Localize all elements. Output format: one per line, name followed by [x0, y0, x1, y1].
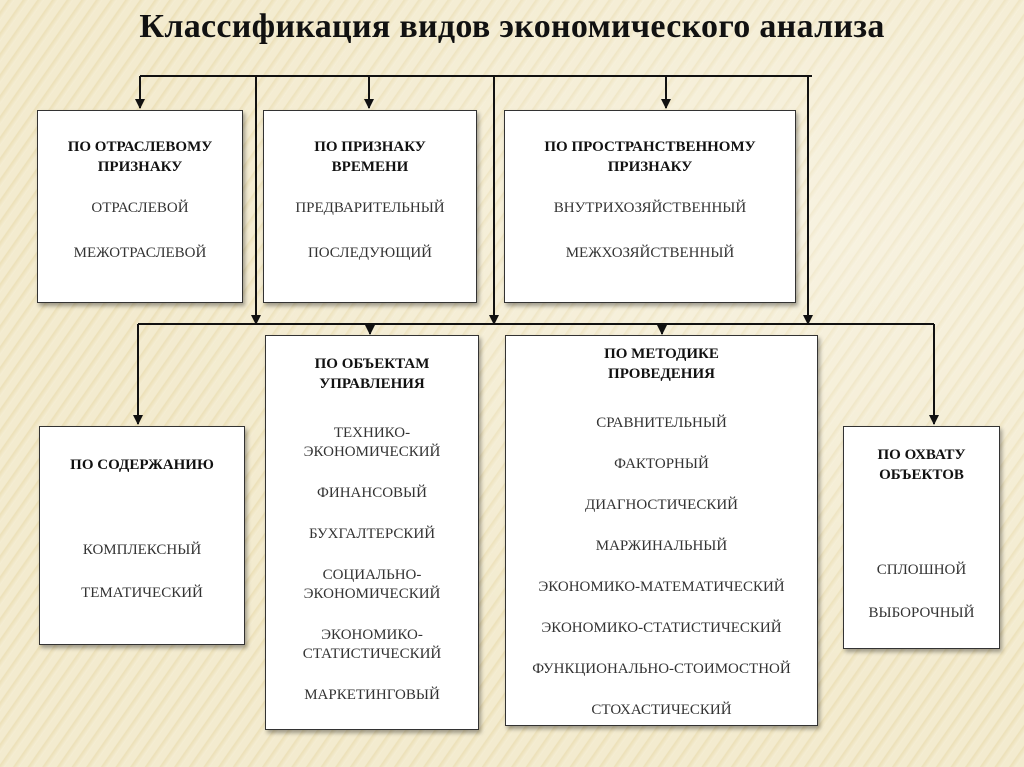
- box-time-item: ПРЕДВАРИТЕЛЬНЫЙ: [295, 200, 445, 216]
- box-time: [263, 110, 477, 303]
- diagram-title: Классификация видов экономического анализа: [139, 8, 885, 45]
- box-coverage-item: ВЫБОРОЧНЫЙ: [868, 605, 975, 621]
- box-industry-heading: ПО ОТРАСЛЕВОМУ ПРИЗНАКУ: [67, 139, 213, 175]
- box-spatial: [504, 110, 796, 303]
- box-method-item: ЭКОНОМИКО-СТАТИСТИЧЕСКИЙ: [541, 620, 782, 636]
- box-method-item: МАРЖИНАЛЬНЫЙ: [595, 538, 728, 554]
- box-content-item: ТЕМАТИЧЕСКИЙ: [81, 585, 203, 601]
- box-time-item: ПОСЛЕДУЮЩИЙ: [307, 245, 433, 261]
- box-content: [39, 426, 245, 645]
- box-method: [505, 335, 818, 726]
- box-objects-item: ЭКОНОМИКО-СТАТИСТИЧЕСКИЙ: [302, 627, 442, 662]
- box-coverage-heading: ПО ОХВАТУ ОБЪЕКТОВ: [877, 447, 966, 483]
- box-coverage-item: СПЛОШНОЙ: [876, 562, 967, 578]
- box-industry-item: МЕЖОТРАСЛЕВОЙ: [73, 245, 207, 261]
- box-method-item: ФУНКЦИОНАЛЬНО-СТОИМОСТНОЙ: [532, 661, 791, 677]
- box-method-item: СТОХАСТИЧЕСКИЙ: [591, 702, 732, 718]
- box-method-item: ДИАГНОСТИЧЕСКИЙ: [584, 497, 738, 513]
- box-time-heading: ПО ПРИЗНАКУ ВРЕМЕНИ: [314, 139, 426, 175]
- box-method-item: СРАВНИТЕЛЬНЫЙ: [596, 415, 727, 431]
- box-content-item: КОМПЛЕКСНЫЙ: [82, 542, 202, 558]
- box-method-item: ФАКТОРНЫЙ: [614, 456, 709, 472]
- box-industry: [37, 110, 243, 303]
- box-coverage: [843, 426, 1000, 649]
- box-objects-item: СОЦИАЛЬНО-ЭКОНОМИЧЕСКИЙ: [303, 567, 441, 602]
- box-objects: [265, 335, 479, 730]
- box-objects-item: БУХГАЛТЕРСКИЙ: [308, 526, 436, 542]
- box-spatial-item: ВНУТРИХОЗЯЙСТВЕННЫЙ: [553, 200, 747, 216]
- box-spatial-heading: ПО ПРОСТРАНСТВЕННОМУ ПРИЗНАКУ: [544, 139, 756, 175]
- box-content-heading: ПО СОДЕРЖАНИЮ: [70, 457, 214, 473]
- box-objects-item: ТЕХНИКО-ЭКОНОМИЧЕСКИЙ: [303, 425, 441, 460]
- box-method-item: ЭКОНОМИКО-МАТЕМАТИЧЕСКИЙ: [538, 579, 785, 595]
- box-objects-item: МАРКЕТИНГОВЫЙ: [304, 687, 440, 703]
- box-industry-item: ОТРАСЛЕВОЙ: [91, 200, 189, 216]
- box-spatial-item: МЕЖХОЗЯЙСТВЕННЫЙ: [565, 245, 735, 261]
- box-objects-item: ФИНАНСОВЫЙ: [317, 485, 427, 501]
- box-objects-heading: ПО ОБЪЕКТАМ УПРАВЛЕНИЯ: [314, 356, 430, 392]
- box-method-heading: ПО МЕТОДИКЕ ПРОВЕДЕНИЯ: [604, 346, 719, 382]
